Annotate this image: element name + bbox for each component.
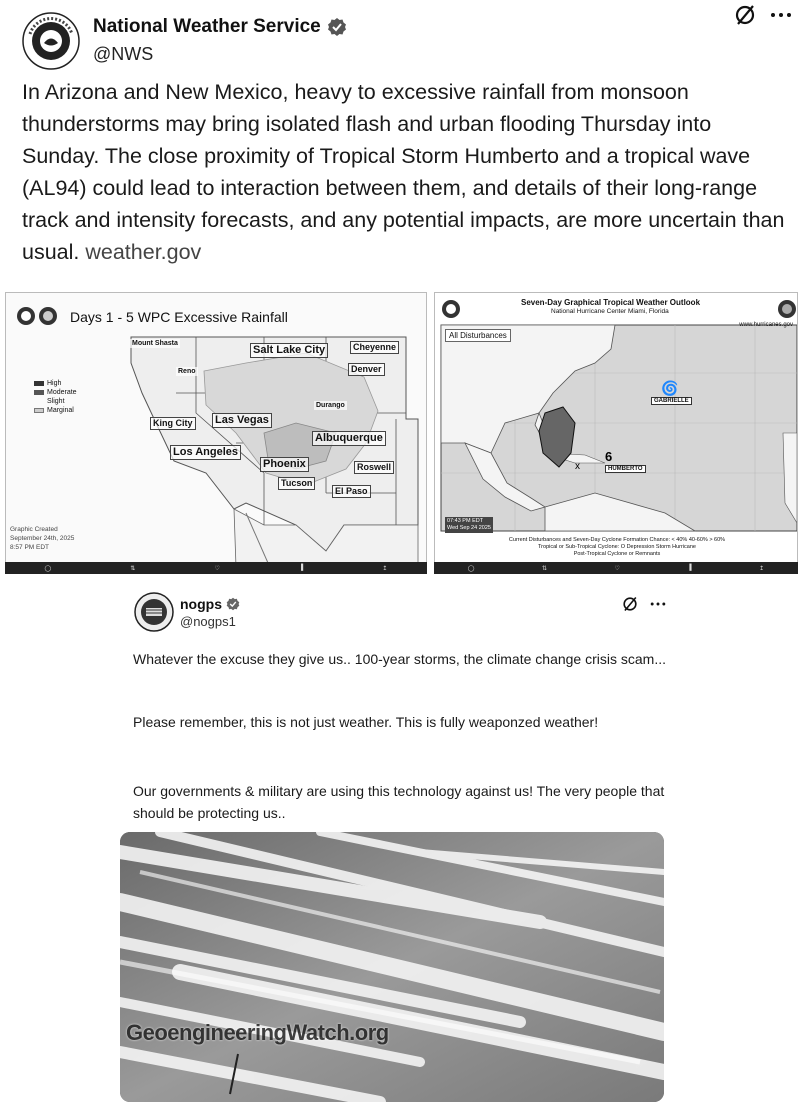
reply-icon[interactable]: ◯ — [44, 565, 52, 572]
city-label: Roswell — [354, 461, 394, 474]
legend-high: High — [34, 379, 77, 388]
right-image-action-bar — [434, 562, 798, 574]
city-label: Reno — [178, 368, 196, 375]
right-map-title: Seven-Day Graphical Tropical Weather Outlook — [521, 298, 701, 307]
left-image-action-bar — [5, 562, 427, 574]
nws-handle[interactable]: @NWS — [93, 44, 154, 64]
legend-slight: Slight — [47, 398, 65, 405]
nogps-avatar[interactable] — [134, 592, 174, 632]
city-label: Salt Lake City — [250, 343, 328, 358]
post2-paragraph-3: Our governments & military are using this technology against us! The very people that should be protecting us.. — [133, 783, 665, 821]
left-map-title: Days 1 - 5 WPC Excessive Rainfall — [70, 309, 288, 325]
outlook-timestamp: 07:43 PM EDT Wed Sep 24 2025 — [447, 518, 491, 531]
outlook-footer: Current Disturbances and Seven-Day Cyclone Formation Chance: < 40% 40-60% > 60% Tropical or Sub-Tropical Cyclone: O Depression Storm Hurricane Post-Tropical Cyclone or Remnants — [508, 537, 726, 557]
verified-badge-icon — [327, 17, 347, 37]
nogps-display-name[interactable]: nogps — [180, 596, 240, 612]
watermark-text: GeoengineeringWatch.org — [126, 1020, 389, 1045]
city-label: Denver — [348, 363, 385, 376]
city-label: Los Angeles — [170, 445, 241, 460]
more-icon[interactable] — [650, 601, 666, 607]
like-icon[interactable]: ♡ — [214, 565, 220, 572]
nws-display-name[interactable]: National Weather Service — [93, 16, 347, 38]
rainfall-legend — [34, 379, 77, 415]
svg-text:x: x — [575, 461, 580, 472]
storm-label-gabrielle: GABRIELLE — [651, 397, 692, 405]
city-label: Las Vegas — [212, 413, 272, 428]
city-label: Tucson — [278, 477, 315, 490]
repost-icon[interactable]: ⇅ — [130, 565, 136, 572]
right-map-subtitle: National Hurricane Center Miami, Florida — [551, 308, 669, 315]
city-label: Durango — [316, 402, 345, 409]
nogps-handle[interactable]: @nogps1 — [180, 614, 236, 629]
post2-paragraph-2: Please remember, this is not just weather. This is fully weaponzed weather! — [133, 714, 599, 730]
like-icon[interactable]: ♡ — [614, 565, 620, 572]
city-label: King City — [150, 417, 196, 430]
views-icon[interactable]: ▐ — [299, 565, 304, 571]
grok-icon[interactable] — [734, 4, 756, 26]
legend-moderate: Moderate — [34, 388, 77, 397]
city-label: Phoenix — [260, 457, 309, 472]
city-label: El Paso — [332, 485, 371, 498]
excessive-rainfall-map[interactable] — [5, 292, 427, 566]
nws-logo-icon[interactable] — [22, 12, 80, 70]
city-label: Cheyenne — [350, 341, 399, 354]
legend-marginal: Marginal — [34, 406, 77, 415]
nws-post-text: In Arizona and New Mexico, heavy to excessive rainfall from monsoon thunderstorms may bring isolated flash and urban flooding Thursday into Sunday. The close proximity of Tropical Storm Humberto and a tropical wave (AL94) could lead to interaction between them, and details of their long-range track and intensity forecasts, and any potential impacts, are more uncertain than usual. weather.gov — [22, 80, 785, 264]
more-icon[interactable] — [770, 11, 792, 19]
city-label: Albuquerque — [312, 431, 386, 446]
tropical-outlook-map[interactable] — [434, 292, 798, 566]
svg-text:6: 6 — [605, 449, 613, 464]
post1-top-actions — [734, 4, 792, 26]
verified-badge-icon — [226, 597, 240, 611]
share-icon[interactable]: ↥ — [382, 565, 388, 572]
repost-icon[interactable]: ⇅ — [541, 565, 547, 572]
hurricanes-url: www.hurricanes.gov — [739, 322, 793, 328]
all-disturbances-label: All Disturbances — [445, 329, 511, 342]
weather-gov-link[interactable]: weather.gov — [85, 240, 202, 264]
grok-icon[interactable] — [622, 596, 638, 612]
post2-top-actions — [622, 596, 666, 612]
sky-photo[interactable] — [120, 832, 664, 1102]
graphic-created: Graphic Created September 24th, 2025 8:57 PM EDT — [10, 526, 75, 551]
svg-text:🌀: 🌀 — [661, 380, 679, 396]
reply-icon[interactable]: ◯ — [467, 565, 475, 572]
city-label: Mount Shasta — [132, 340, 178, 347]
storm-label-humberto: HUMBERTO — [605, 465, 646, 473]
share-icon[interactable]: ↥ — [759, 565, 765, 572]
views-icon[interactable]: ▐ — [687, 565, 692, 571]
post2-paragraph-1: Whatever the excuse they give us.. 100-year storms, the climate change crisis scam... — [133, 651, 666, 667]
